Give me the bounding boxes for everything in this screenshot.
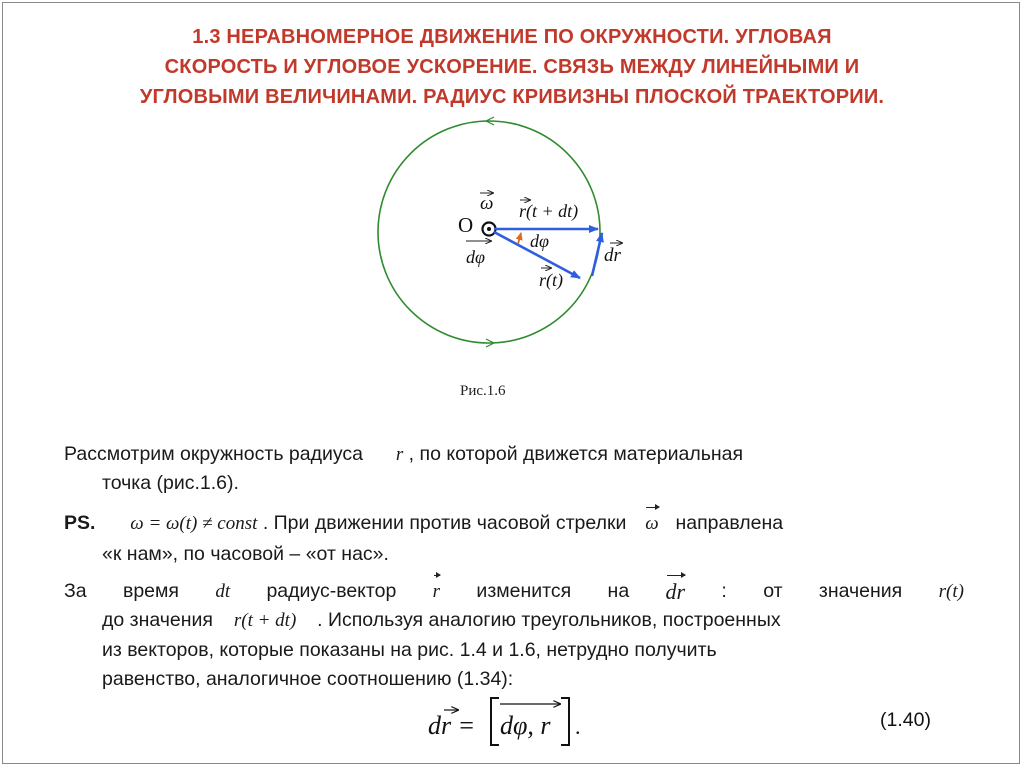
dr-vector-symbol: dr: [665, 579, 686, 604]
title-line-3: УГЛОВЫМИ ВЕЛИЧИНАМИ. РАДИУС КРИВИЗНЫ ПЛОСКОЙ ТРАЕКТОРИИ.: [139, 86, 885, 108]
figure-caption: Рис.1.6: [460, 383, 506, 399]
paragraph-1-line-1: Рассмотрим окружность радиуса r , по которой движется материальная: [64, 443, 744, 465]
dr-label: dr: [604, 245, 621, 266]
ps-formula: ω = ω(t) ≠ const: [130, 513, 258, 534]
dt-symbol: dt: [215, 581, 231, 602]
ps-omega-symbol: ω: [645, 509, 658, 538]
paragraph-1-line-2: точка (рис.1.6).: [102, 472, 239, 494]
center-label: O: [458, 213, 474, 237]
eq-lhs: dr =: [428, 711, 476, 740]
title-line-1: 1.3 НЕРАВНОМЕРНОЕ ДВИЖЕНИЕ ПО ОКРУЖНОСТИ. УГЛОВАЯ: [192, 26, 832, 48]
paragraph-3-line-1: За время dt радиус-вектор r изменится на dr : от значения r(t): [64, 579, 964, 604]
r-t-label: r(t): [539, 270, 563, 290]
paragraph-3-line-2: до значения r(t + dt) . Используя аналогию треугольников, построенных: [102, 609, 781, 631]
ps-label: PS.: [64, 512, 96, 534]
eq-right-bracket: [561, 698, 569, 745]
dphi-label: dφ: [530, 231, 549, 251]
r-t-dt-label: r(t + dt): [519, 201, 579, 221]
dphi-vec-label: dφ: [466, 247, 485, 267]
r-t-symbol: r(t): [938, 581, 964, 602]
eq-inner: dφ, r: [500, 711, 551, 740]
radius-symbol: r: [395, 444, 404, 465]
paragraph-3-line-3: из векторов, которые показаны на рис. 1.4 и 1.6, нетрудно получить: [102, 639, 717, 661]
r-t-dt-symbol: r(t + dt): [233, 610, 297, 631]
ps-line-1: PS. ω = ω(t) ≠ const . При движении против часовой стрелки ω направлена: [64, 509, 964, 538]
eq-dot: .: [575, 714, 581, 739]
r-vector-symbol: r: [433, 577, 440, 606]
equation-number: (1.40): [880, 709, 931, 731]
eq-left-bracket: [491, 698, 499, 745]
ps-line-2: «к нам», по часовой – «от нас».: [102, 543, 389, 565]
omega-label: ω: [480, 193, 494, 214]
title-line-2: СКОРОСТЬ И УГЛОВОЕ УСКОРЕНИЕ. СВЯЗЬ МЕЖДУ ЛИНЕЙНЫМИ И: [164, 56, 860, 78]
paragraph-3-line-4: равенство, аналогичное соотношению (1.34):: [102, 668, 514, 690]
